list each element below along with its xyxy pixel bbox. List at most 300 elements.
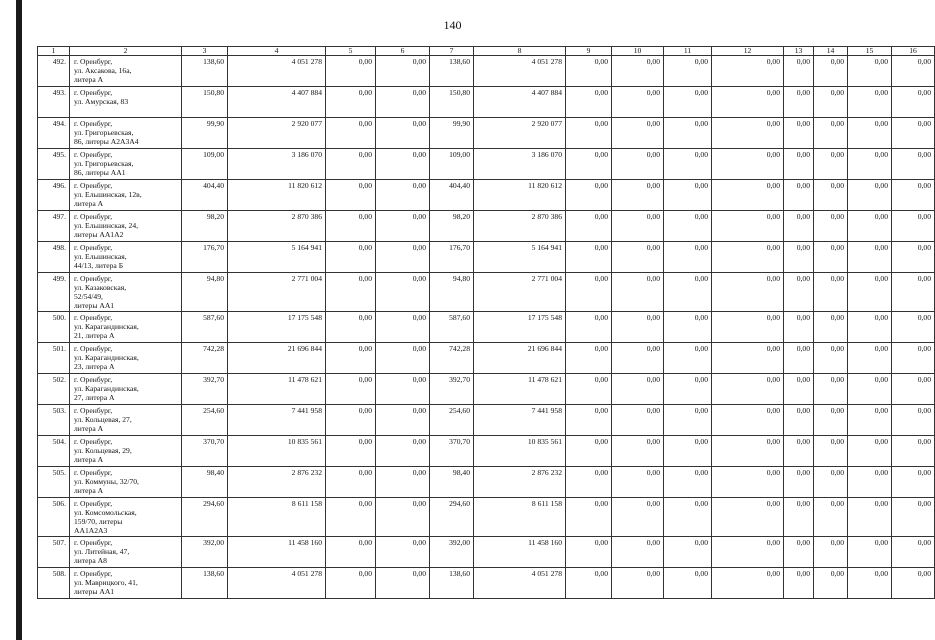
row-number-cell: 504. (38, 436, 70, 467)
value-cell: 0,00 (612, 242, 664, 273)
value-cell: 0,00 (892, 273, 935, 312)
value-cell: 0,00 (326, 87, 376, 118)
table-row (38, 242, 935, 273)
value-cell: 0,00 (566, 118, 612, 149)
column-number-cell: 14 (814, 47, 848, 56)
value-cell: 94,80 (182, 273, 228, 312)
value-cell: 0,00 (712, 405, 784, 436)
value-cell: 0,00 (814, 436, 848, 467)
address-cell: г. Оренбург, ул. Кольцевая, 29, литера А (70, 436, 182, 467)
value-cell: 2 920 077 (474, 118, 566, 149)
value-cell: 0,00 (612, 498, 664, 537)
value-cell: 0,00 (376, 405, 430, 436)
row-number-cell: 499. (38, 273, 70, 312)
table-row (38, 149, 935, 180)
value-cell: 742,28 (430, 343, 474, 374)
value-cell: 0,00 (376, 118, 430, 149)
row-number-cell: 508. (38, 568, 70, 599)
value-cell: 0,00 (848, 537, 892, 568)
table-row (38, 273, 935, 312)
table-row (38, 56, 935, 87)
value-cell: 0,00 (848, 118, 892, 149)
value-cell: 150,80 (182, 87, 228, 118)
value-cell: 10 835 561 (228, 436, 326, 467)
value-cell: 0,00 (326, 343, 376, 374)
value-cell: 0,00 (566, 211, 612, 242)
value-cell: 3 186 070 (228, 149, 326, 180)
value-cell: 21 696 844 (474, 343, 566, 374)
value-cell: 0,00 (784, 374, 814, 405)
value-cell: 0,00 (814, 149, 848, 180)
value-cell: 0,00 (326, 374, 376, 405)
value-cell: 17 175 548 (228, 312, 326, 343)
value-cell: 0,00 (712, 374, 784, 405)
value-cell: 0,00 (892, 568, 935, 599)
column-number-cell: 6 (376, 47, 430, 56)
value-cell: 0,00 (326, 537, 376, 568)
value-cell: 0,00 (566, 467, 612, 498)
value-cell: 0,00 (376, 242, 430, 273)
row-number-cell: 503. (38, 405, 70, 436)
value-cell: 0,00 (892, 118, 935, 149)
value-cell: 0,00 (712, 312, 784, 343)
value-cell: 0,00 (712, 56, 784, 87)
value-cell: 2 876 232 (228, 467, 326, 498)
value-cell: 370,70 (430, 436, 474, 467)
value-cell: 0,00 (848, 180, 892, 211)
table-row (38, 498, 935, 537)
table-row (38, 343, 935, 374)
value-cell: 0,00 (664, 118, 712, 149)
value-cell: 0,00 (784, 56, 814, 87)
value-cell: 0,00 (784, 537, 814, 568)
value-cell: 0,00 (612, 343, 664, 374)
value-cell: 0,00 (376, 498, 430, 537)
value-cell: 0,00 (848, 498, 892, 537)
table-row (38, 374, 935, 405)
value-cell: 3 186 070 (474, 149, 566, 180)
value-cell: 138,60 (430, 568, 474, 599)
value-cell: 0,00 (566, 405, 612, 436)
table-row (38, 537, 935, 568)
value-cell: 0,00 (848, 211, 892, 242)
value-cell: 0,00 (892, 498, 935, 537)
value-cell: 0,00 (892, 405, 935, 436)
value-cell: 0,00 (664, 537, 712, 568)
value-cell: 0,00 (326, 273, 376, 312)
value-cell: 0,00 (664, 436, 712, 467)
value-cell: 0,00 (892, 180, 935, 211)
value-cell: 0,00 (848, 56, 892, 87)
value-cell: 0,00 (664, 87, 712, 118)
value-cell: 0,00 (612, 118, 664, 149)
value-cell: 587,60 (430, 312, 474, 343)
column-number-cell: 1 (38, 47, 70, 56)
value-cell: 0,00 (892, 374, 935, 405)
value-cell: 0,00 (376, 149, 430, 180)
value-cell: 2 771 004 (228, 273, 326, 312)
value-cell: 0,00 (326, 56, 376, 87)
value-cell: 2 920 077 (228, 118, 326, 149)
row-number-cell: 501. (38, 343, 70, 374)
value-cell: 0,00 (848, 149, 892, 180)
value-cell: 0,00 (566, 242, 612, 273)
address-cell: г. Оренбург, ул. Маврицкого, 41, литеры АА1 (70, 568, 182, 599)
value-cell: 0,00 (784, 343, 814, 374)
value-cell: 4 407 884 (228, 87, 326, 118)
address-cell: г. Оренбург, ул. Ельшинская, 24, литеры АА1А2 (70, 211, 182, 242)
value-cell: 0,00 (664, 405, 712, 436)
address-cell: г. Оренбург, ул. Амурская, 83 (70, 87, 182, 118)
value-cell: 0,00 (566, 568, 612, 599)
value-cell: 0,00 (712, 211, 784, 242)
value-cell: 0,00 (326, 180, 376, 211)
value-cell: 254,60 (182, 405, 228, 436)
value-cell: 0,00 (814, 568, 848, 599)
value-cell: 11 458 160 (228, 537, 326, 568)
value-cell: 0,00 (376, 56, 430, 87)
column-number-cell: 2 (70, 47, 182, 56)
value-cell: 0,00 (566, 273, 612, 312)
value-cell: 0,00 (784, 242, 814, 273)
address-cell: г. Оренбург, ул. Карагандинская, 27, литера А (70, 374, 182, 405)
value-cell: 0,00 (612, 374, 664, 405)
value-cell: 0,00 (712, 537, 784, 568)
address-cell: г. Оренбург, ул. Коммуны, 32/70, литера А (70, 467, 182, 498)
table-row (38, 568, 935, 599)
value-cell: 11 458 160 (474, 537, 566, 568)
value-cell: 0,00 (892, 56, 935, 87)
value-cell: 0,00 (664, 211, 712, 242)
value-cell: 7 441 958 (228, 405, 326, 436)
value-cell: 392,70 (182, 374, 228, 405)
value-cell: 0,00 (612, 436, 664, 467)
column-number-cell: 15 (848, 47, 892, 56)
value-cell: 0,00 (784, 118, 814, 149)
value-cell: 0,00 (376, 312, 430, 343)
table-row (38, 211, 935, 242)
value-cell: 0,00 (892, 343, 935, 374)
value-cell: 0,00 (612, 211, 664, 242)
value-cell: 0,00 (848, 312, 892, 343)
value-cell: 17 175 548 (474, 312, 566, 343)
value-cell: 0,00 (326, 436, 376, 467)
value-cell: 0,00 (848, 242, 892, 273)
value-cell: 0,00 (848, 374, 892, 405)
value-cell: 0,00 (612, 405, 664, 436)
address-cell: г. Оренбург, ул. Литейная, 47, литера А8 (70, 537, 182, 568)
value-cell: 0,00 (566, 436, 612, 467)
column-number-cell: 12 (712, 47, 784, 56)
table-row (38, 312, 935, 343)
value-cell: 0,00 (664, 273, 712, 312)
value-cell: 0,00 (612, 568, 664, 599)
value-cell: 0,00 (814, 537, 848, 568)
value-cell: 0,00 (612, 312, 664, 343)
value-cell: 0,00 (814, 242, 848, 273)
value-cell: 0,00 (848, 467, 892, 498)
value-cell: 0,00 (712, 118, 784, 149)
value-cell: 11 478 621 (474, 374, 566, 405)
table-row (38, 436, 935, 467)
value-cell: 0,00 (784, 405, 814, 436)
value-cell: 0,00 (892, 312, 935, 343)
table-row (38, 118, 935, 149)
address-cell: г. Оренбург, ул. Карагандинская, 21, литера А (70, 312, 182, 343)
value-cell: 0,00 (814, 180, 848, 211)
address-cell: г. Оренбург, ул. Казаковская, 52/54/49, литеры АА1 (70, 273, 182, 312)
data-table (37, 46, 935, 599)
value-cell: 0,00 (664, 343, 712, 374)
table-row (38, 405, 935, 436)
value-cell: 0,00 (814, 467, 848, 498)
row-number-cell: 497. (38, 211, 70, 242)
row-number-cell: 493. (38, 87, 70, 118)
value-cell: 0,00 (892, 467, 935, 498)
value-cell: 99,90 (430, 118, 474, 149)
value-cell: 0,00 (712, 149, 784, 180)
value-cell: 0,00 (326, 498, 376, 537)
value-cell: 98,20 (430, 211, 474, 242)
value-cell: 0,00 (848, 343, 892, 374)
value-cell: 109,00 (430, 149, 474, 180)
row-number-cell: 505. (38, 467, 70, 498)
value-cell: 0,00 (566, 537, 612, 568)
value-cell: 0,00 (664, 312, 712, 343)
value-cell: 138,60 (182, 56, 228, 87)
value-cell: 0,00 (566, 87, 612, 118)
value-cell: 0,00 (376, 180, 430, 211)
value-cell: 0,00 (712, 436, 784, 467)
value-cell: 176,70 (430, 242, 474, 273)
value-cell: 11 478 621 (228, 374, 326, 405)
value-cell: 0,00 (326, 118, 376, 149)
table-row (38, 467, 935, 498)
value-cell: 0,00 (326, 568, 376, 599)
value-cell: 0,00 (664, 149, 712, 180)
value-cell: 8 611 158 (228, 498, 326, 537)
value-cell: 98,40 (430, 467, 474, 498)
value-cell: 0,00 (814, 343, 848, 374)
value-cell: 8 611 158 (474, 498, 566, 537)
value-cell: 7 441 958 (474, 405, 566, 436)
value-cell: 0,00 (848, 436, 892, 467)
value-cell: 0,00 (376, 374, 430, 405)
value-cell: 2 870 386 (474, 211, 566, 242)
value-cell: 0,00 (848, 87, 892, 118)
value-cell: 0,00 (712, 87, 784, 118)
value-cell: 0,00 (848, 273, 892, 312)
value-cell: 0,00 (566, 149, 612, 180)
value-cell: 0,00 (814, 211, 848, 242)
value-cell: 0,00 (566, 180, 612, 211)
value-cell: 254,60 (430, 405, 474, 436)
value-cell: 392,00 (182, 537, 228, 568)
value-cell: 0,00 (814, 312, 848, 343)
value-cell: 0,00 (784, 273, 814, 312)
address-cell: г. Оренбург, ул. Григорьевская, 86, литеры А2А3А4 (70, 118, 182, 149)
value-cell: 11 820 612 (228, 180, 326, 211)
value-cell: 10 835 561 (474, 436, 566, 467)
value-cell: 0,00 (566, 343, 612, 374)
value-cell: 109,00 (182, 149, 228, 180)
value-cell: 0,00 (376, 211, 430, 242)
column-number-cell: 3 (182, 47, 228, 56)
value-cell: 0,00 (376, 537, 430, 568)
table-row (38, 180, 935, 211)
row-number-cell: 494. (38, 118, 70, 149)
value-cell: 99,90 (182, 118, 228, 149)
value-cell: 404,40 (182, 180, 228, 211)
column-number-cell: 10 (612, 47, 664, 56)
value-cell: 0,00 (612, 537, 664, 568)
address-cell: г. Оренбург, ул. Карагандинская, 23, литера А (70, 343, 182, 374)
value-cell: 0,00 (664, 242, 712, 273)
value-cell: 4 051 278 (228, 568, 326, 599)
value-cell: 0,00 (892, 149, 935, 180)
value-cell: 0,00 (784, 149, 814, 180)
value-cell: 0,00 (892, 537, 935, 568)
value-cell: 98,20 (182, 211, 228, 242)
value-cell: 0,00 (612, 87, 664, 118)
value-cell: 0,00 (848, 568, 892, 599)
value-cell: 138,60 (182, 568, 228, 599)
value-cell: 294,60 (430, 498, 474, 537)
value-cell: 0,00 (376, 467, 430, 498)
column-number-cell: 7 (430, 47, 474, 56)
value-cell: 0,00 (326, 149, 376, 180)
column-number-cell: 9 (566, 47, 612, 56)
value-cell: 0,00 (712, 498, 784, 537)
value-cell: 0,00 (664, 498, 712, 537)
row-number-cell: 506. (38, 498, 70, 537)
value-cell: 21 696 844 (228, 343, 326, 374)
value-cell: 0,00 (376, 343, 430, 374)
value-cell: 176,70 (182, 242, 228, 273)
value-cell: 2 876 232 (474, 467, 566, 498)
value-cell: 0,00 (612, 56, 664, 87)
row-number-cell: 496. (38, 180, 70, 211)
address-cell: г. Оренбург, ул. Ельшинская, 12в, литера А (70, 180, 182, 211)
value-cell: 0,00 (848, 405, 892, 436)
value-cell: 98,40 (182, 467, 228, 498)
column-number-cell: 16 (892, 47, 935, 56)
value-cell: 392,70 (430, 374, 474, 405)
value-cell: 0,00 (326, 405, 376, 436)
value-cell: 0,00 (784, 467, 814, 498)
value-cell: 5 164 941 (228, 242, 326, 273)
value-cell: 0,00 (712, 467, 784, 498)
value-cell: 742,28 (182, 343, 228, 374)
value-cell: 0,00 (326, 242, 376, 273)
value-cell: 0,00 (566, 56, 612, 87)
value-cell: 0,00 (612, 467, 664, 498)
column-number-cell: 13 (784, 47, 814, 56)
row-number-cell: 492. (38, 56, 70, 87)
value-cell: 4 051 278 (474, 568, 566, 599)
value-cell: 4 407 884 (474, 87, 566, 118)
column-number-cell: 11 (664, 47, 712, 56)
value-cell: 138,60 (430, 56, 474, 87)
value-cell: 0,00 (814, 118, 848, 149)
value-cell: 0,00 (784, 87, 814, 118)
value-cell: 0,00 (566, 498, 612, 537)
value-cell: 0,00 (326, 211, 376, 242)
value-cell: 587,60 (182, 312, 228, 343)
column-number-cell: 8 (474, 47, 566, 56)
value-cell: 0,00 (784, 436, 814, 467)
value-cell: 392,00 (430, 537, 474, 568)
address-cell: г. Оренбург, ул. Кольцевая, 27, литера А (70, 405, 182, 436)
row-number-cell: 498. (38, 242, 70, 273)
value-cell: 0,00 (664, 180, 712, 211)
value-cell: 0,00 (376, 273, 430, 312)
address-cell: г. Оренбург, ул. Григорьевская, 86, литеры АА1 (70, 149, 182, 180)
value-cell: 0,00 (814, 56, 848, 87)
value-cell: 0,00 (566, 312, 612, 343)
value-cell: 0,00 (376, 436, 430, 467)
address-cell: г. Оренбург, ул. Аксакова, 16а, литера А (70, 56, 182, 87)
address-cell: г. Оренбург, ул. Комсомольская, 159/70, литеры АА1А2А3 (70, 498, 182, 537)
column-number-cell: 4 (228, 47, 326, 56)
value-cell: 0,00 (892, 436, 935, 467)
value-cell: 0,00 (814, 498, 848, 537)
value-cell: 0,00 (664, 56, 712, 87)
column-number-cell: 5 (326, 47, 376, 56)
value-cell: 0,00 (612, 180, 664, 211)
value-cell: 0,00 (376, 568, 430, 599)
value-cell: 0,00 (712, 568, 784, 599)
value-cell: 0,00 (376, 87, 430, 118)
value-cell: 0,00 (612, 273, 664, 312)
value-cell: 4 051 278 (474, 56, 566, 87)
value-cell: 150,80 (430, 87, 474, 118)
row-number-cell: 507. (38, 537, 70, 568)
value-cell: 2 771 004 (474, 273, 566, 312)
value-cell: 0,00 (326, 467, 376, 498)
value-cell: 294,60 (182, 498, 228, 537)
value-cell: 0,00 (814, 87, 848, 118)
value-cell: 5 164 941 (474, 242, 566, 273)
value-cell: 404,40 (430, 180, 474, 211)
table-row (38, 87, 935, 118)
table-body (38, 56, 935, 599)
value-cell: 0,00 (784, 180, 814, 211)
value-cell: 0,00 (892, 242, 935, 273)
value-cell: 0,00 (712, 180, 784, 211)
value-cell: 0,00 (664, 467, 712, 498)
value-cell: 0,00 (612, 149, 664, 180)
row-number-cell: 495. (38, 149, 70, 180)
value-cell: 0,00 (892, 87, 935, 118)
value-cell: 0,00 (712, 242, 784, 273)
page-edge-bar (16, 0, 22, 640)
value-cell: 0,00 (814, 374, 848, 405)
value-cell: 0,00 (784, 498, 814, 537)
value-cell: 0,00 (712, 273, 784, 312)
column-number-row (38, 47, 935, 56)
row-number-cell: 500. (38, 312, 70, 343)
value-cell: 0,00 (326, 312, 376, 343)
value-cell: 4 051 278 (228, 56, 326, 87)
value-cell: 0,00 (784, 312, 814, 343)
value-cell: 94,80 (430, 273, 474, 312)
value-cell: 0,00 (814, 273, 848, 312)
value-cell: 0,00 (566, 374, 612, 405)
value-cell: 0,00 (784, 568, 814, 599)
value-cell: 11 820 612 (474, 180, 566, 211)
value-cell: 0,00 (664, 374, 712, 405)
